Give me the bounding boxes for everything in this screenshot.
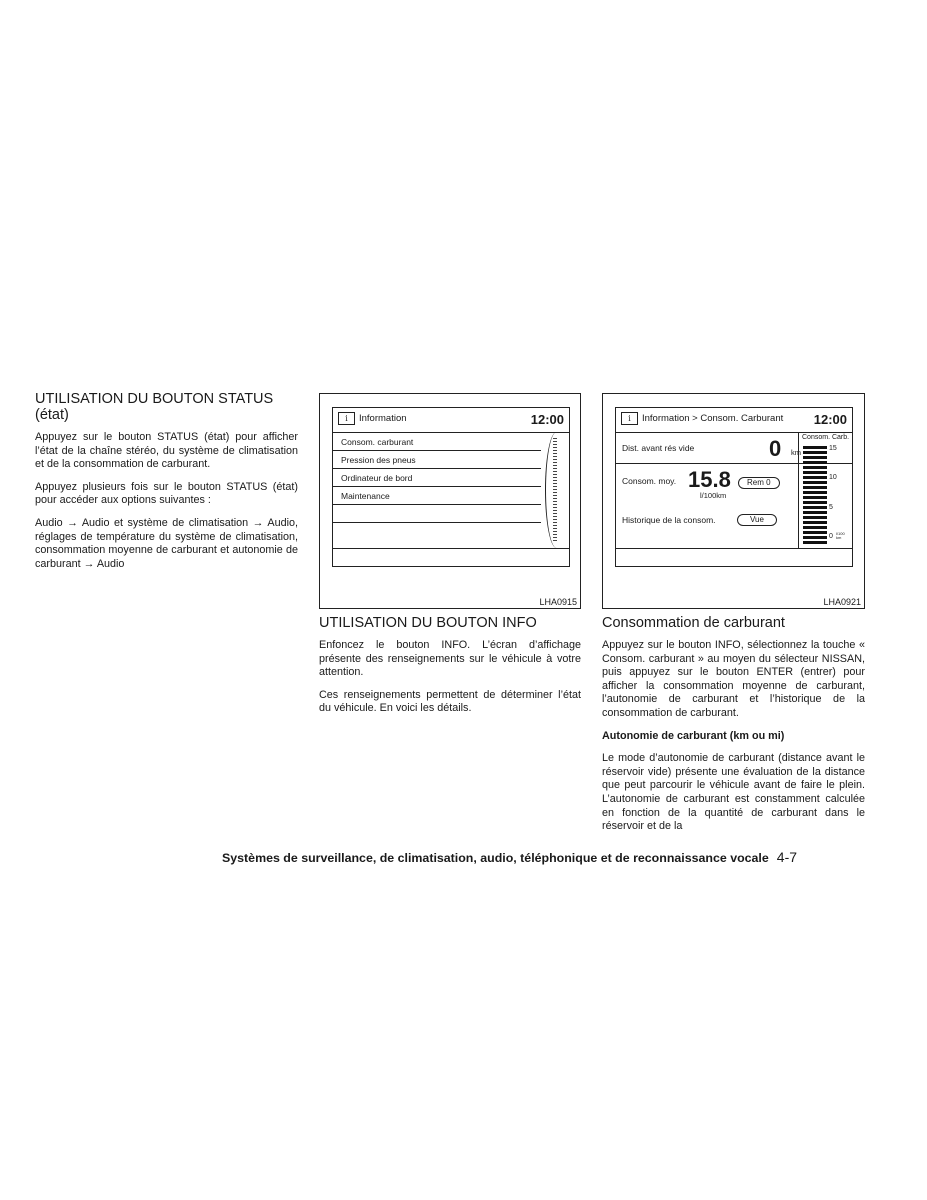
distance-label: Dist. avant rés vide (622, 443, 695, 453)
menu-item-pression-pneus: Pression des pneus (333, 451, 541, 469)
screen-divider (616, 548, 852, 549)
menu-item-empty (333, 523, 541, 540)
screen-clock: 12:00 (530, 412, 564, 427)
average-label: Consom. moy. (622, 476, 677, 486)
paragraph: Le mode d’autonomie de carburant (distance avant le réservoir vide) présente une évaluation de la distance que peut parcourir le véhicule avant de faire le plein. L’autonomie de carburant est constamment calculée en fonction de la quantité de carburant dans le réservoir et de la (602, 752, 865, 833)
paragraph: Appuyez sur le bouton STATUS (état) pour afficher l’état de la chaîne stéréo, du système de climatisation et de la consommation de carburant. (35, 431, 298, 471)
info-screen (332, 407, 570, 567)
section-heading-info: UTILISATION DU BOUTON INFO (319, 615, 537, 631)
figure-reference: LHA0915 (539, 597, 577, 607)
paragraph: Ces renseignements permettent de déterminer l’état du véhicule. En voici les détails. (319, 688, 581, 715)
page-footer (222, 849, 797, 865)
page-number: 4-7 (776, 849, 798, 865)
section-heading-status: UTILISATION DU BOUTON STATUS (état) (35, 391, 274, 423)
gauge-tick-0: 0 (829, 533, 833, 540)
average-unit: l/100km (700, 491, 727, 500)
menu-item-ordinateur-bord: Ordinateur de bord (333, 469, 541, 487)
fuel-screen (615, 407, 853, 567)
screen-divider (333, 548, 569, 549)
average-value: 15.8 (688, 467, 731, 492)
figure-fuel-screen (602, 393, 865, 609)
screen-title: Information > Consom. Carburant (642, 413, 784, 424)
paragraph: Appuyez sur le bouton INFO, sélectionnez la touche « Consom. carburant » au moyen du sélecteur NISSAN, puis appuyez sur le bouton ENTER (entrer) pour afficher la consommation moyenne de carburant, l’autonomie de carburant et l’historique de la consommation de carburant. (602, 639, 865, 719)
paragraph: Appuyez plusieurs fois sur le bouton STATUS (état) pour accéder aux options suivantes : (35, 480, 298, 507)
gauge-bars (803, 446, 827, 544)
consumption-gauge (798, 432, 853, 548)
section-info-button (319, 393, 581, 725)
screen-titlebar (616, 408, 852, 433)
reset-button: Rem 0 (738, 477, 780, 489)
distance-unit: km (791, 448, 801, 457)
screen-titlebar (333, 408, 569, 433)
figure-reference: LHA0921 (823, 597, 861, 607)
info-icon: i (338, 412, 355, 425)
distance-value: 0 (769, 436, 782, 461)
gauge-unit: l/100 km (836, 531, 845, 540)
gauge-title: Consom. Carb. (802, 434, 850, 441)
info-icon: i (621, 412, 638, 425)
scroll-track (553, 438, 557, 542)
section-heading-fuel: Consommation de carburant (602, 615, 785, 631)
subheading-range: Autonomie de carburant (km ou mi) (602, 729, 785, 742)
menu-item-maintenance: Maintenance (333, 487, 541, 505)
figure-info-screen (319, 393, 581, 609)
paragraph: Audio → Audio et système de climatisation → Audio, réglages de température du système de climatisation, consommation moyenne de carburant et autonomie de carburant → Audio (35, 516, 298, 570)
gauge-tick-15: 15 (829, 445, 837, 452)
section-fuel-consumption (602, 393, 865, 843)
scroll-indicator (543, 432, 567, 548)
menu-item-consom-carburant: Consom. carburant (333, 433, 541, 451)
screen-clock: 12:00 (813, 412, 847, 427)
paragraph: Enfoncez le bouton INFO. L’écran d’affichage présente des renseignements sur le véhicule à votre attention. (319, 639, 581, 679)
gauge-tick-10: 10 (829, 474, 837, 481)
info-menu (333, 433, 541, 540)
gauge-tick-5: 5 (829, 504, 833, 511)
footer-title: Systèmes de surveillance, de climatisation, audio, téléphonique et de reconnaissance vocale (222, 851, 769, 865)
section-status-button (35, 391, 298, 580)
screen-title: Information (359, 413, 407, 424)
view-button: Vue (737, 514, 777, 526)
menu-item-empty (333, 505, 541, 523)
history-label: Historique de la consom. (622, 515, 716, 525)
